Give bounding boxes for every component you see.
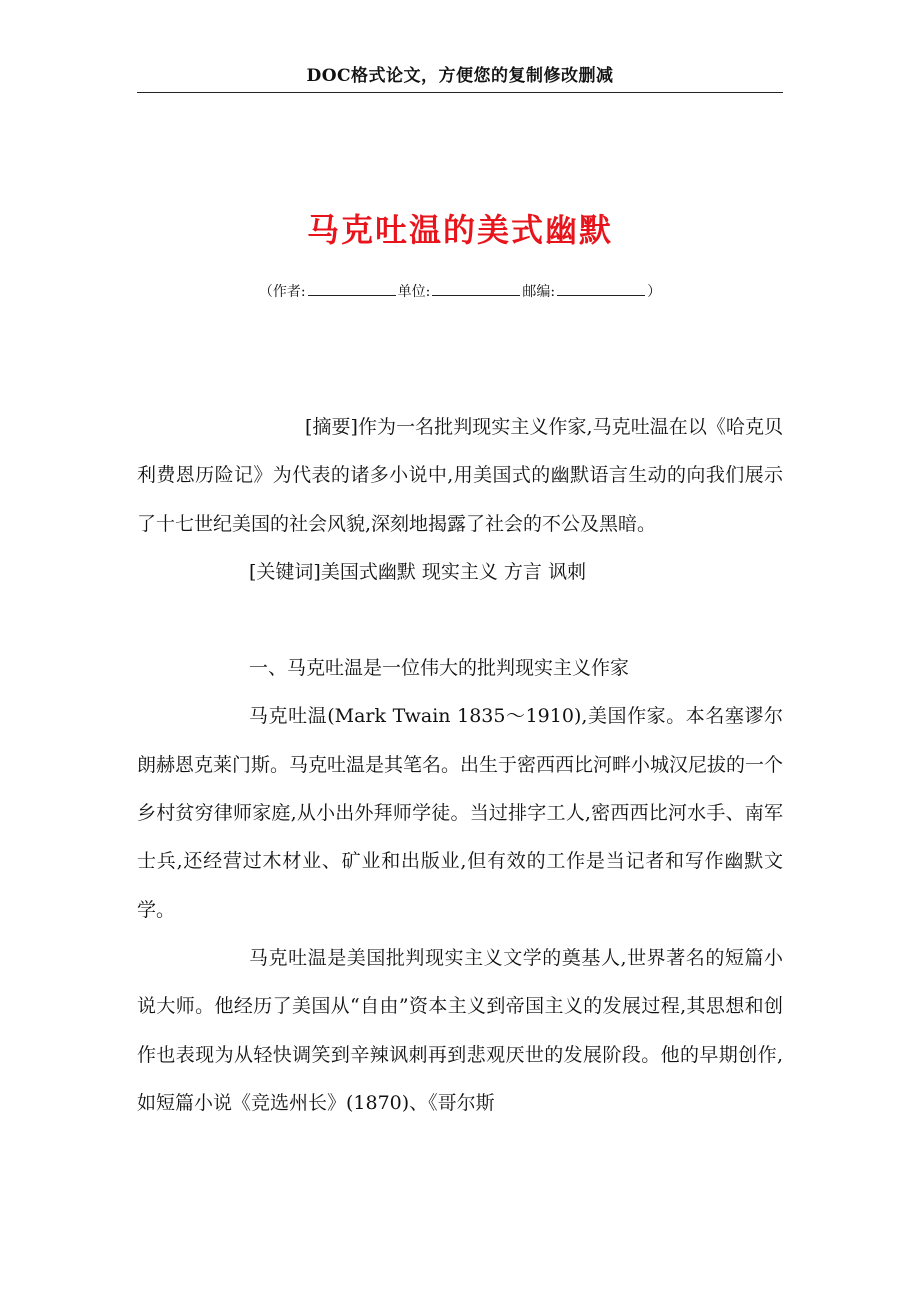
- document-title: 马克吐温的美式幽默: [306, 211, 613, 249]
- unit-label: 单位:: [397, 284, 431, 300]
- postcode-blank: [557, 281, 645, 296]
- author-label: （作者:: [258, 284, 306, 300]
- header-divider: [137, 92, 783, 93]
- document-body: [137, 403, 783, 1127]
- author-line-close: ）: [647, 284, 662, 300]
- unit-blank: [432, 281, 520, 296]
- postcode-label: 邮编:: [522, 284, 556, 300]
- abstract-paragraph: [摘要]作为一名批判现实主义作家,马克吐温在以《哈克贝利费恩历险记》为代表的诸多小说中,用美国式的幽默语言生动的向我们展示了十七世纪美国的社会风貌,深刻地揭露了社会的不公及黑暗。: [137, 416, 783, 535]
- body-paragraph: 马克吐温(Mark Twain 1835～1910),美国作家。本名塞谬尔朗赫恩克莱门斯。马克吐温是其笔名。出生于密西西比河畔小城汉尼拔的一个乡村贫穷律师家庭,从小出外拜师学徒。当过排字工人,密西西比河水手、南军士兵,还经营过木材业、矿业和出版业,但有效的工作是当记者和写作幽默文学。: [137, 705, 784, 921]
- keywords-line: [关键词]美国式幽默 现实主义 方言 讽刺: [249, 560, 586, 583]
- author-info-line: [137, 281, 783, 303]
- author-blank: [308, 281, 396, 296]
- section-heading: 一、马克吐温是一位伟大的批判现实主义作家: [249, 657, 630, 680]
- page-header: DOC格式论文，方便您的复制修改删减: [306, 66, 614, 86]
- section-spacer: [137, 596, 783, 644]
- body-paragraph: 马克吐温是美国批判现实主义文学的奠基人,世界著名的短篇小说大师。他经历了美国从“自由”资本主义到帝国主义的发展过程,其思想和创作也表现为从轻快调笑到辛辣讽刺再到悲观厌世的发展阶段。他的早期创作,如短篇小说《竞选州长》(1870)、《哥尔斯: [137, 946, 783, 1114]
